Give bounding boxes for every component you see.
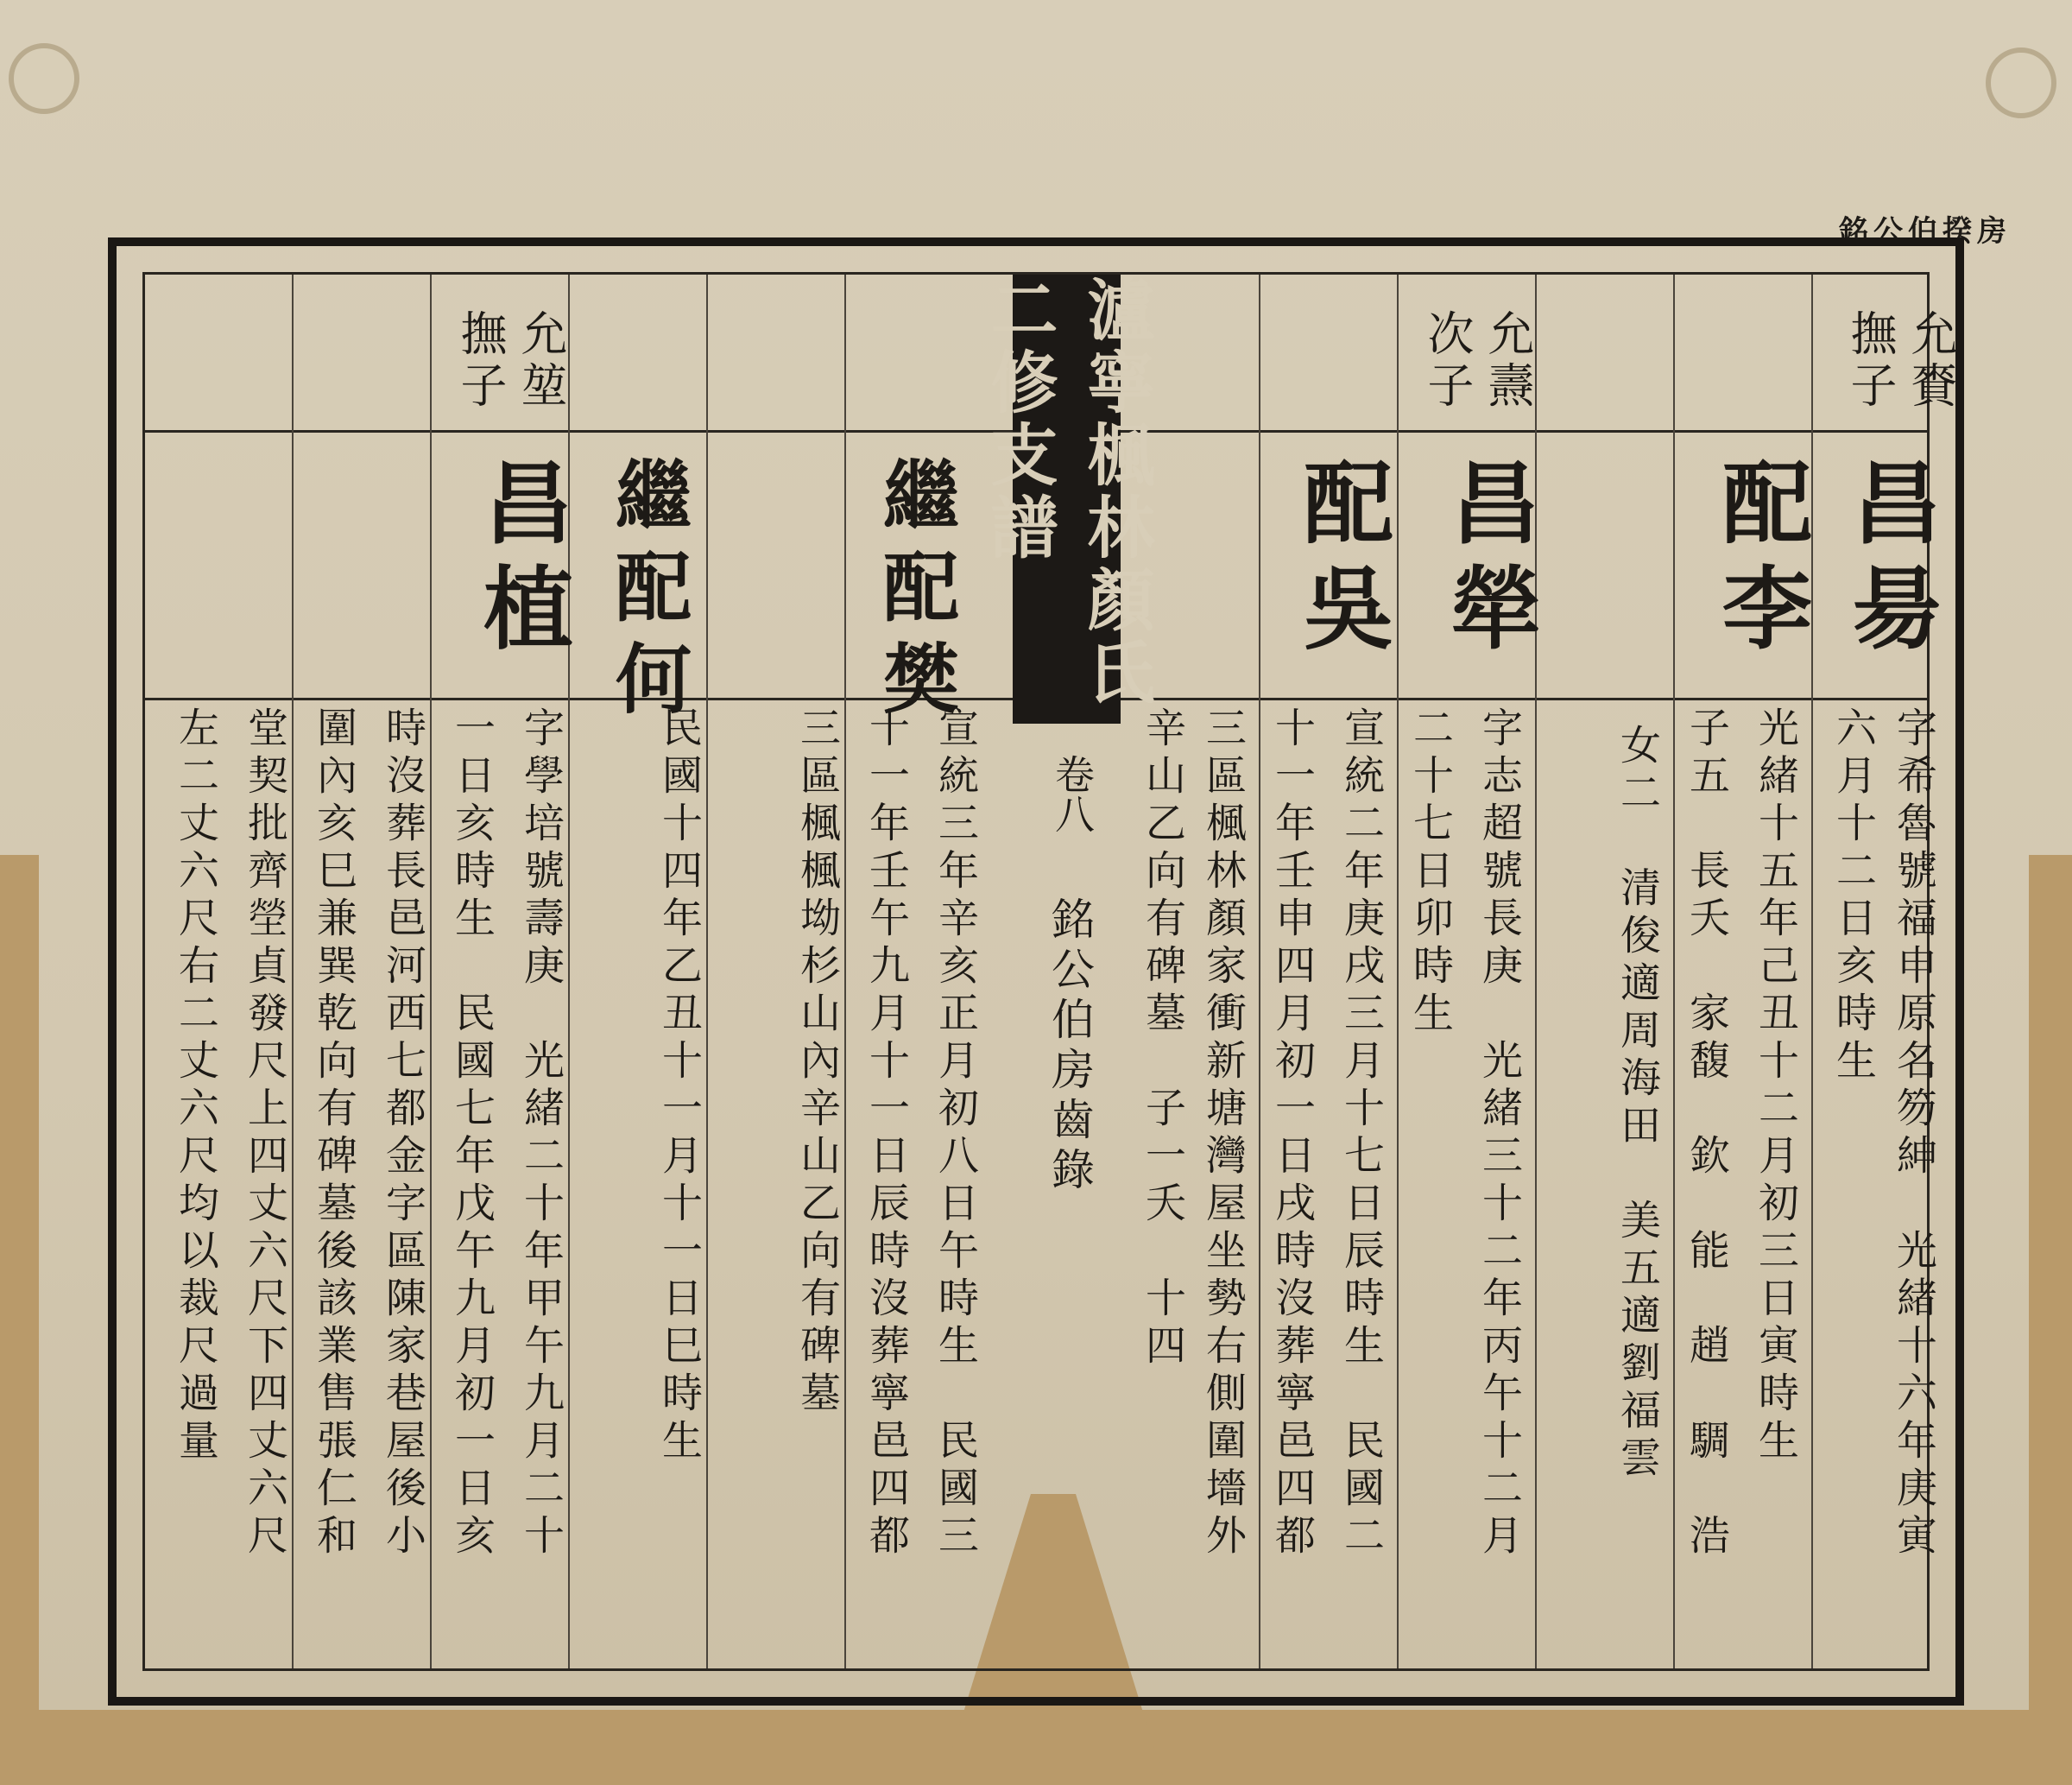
volume-label: 卷八 xyxy=(1049,754,1096,833)
spouse-name: 配李 xyxy=(1707,456,1813,667)
binding-hole-right xyxy=(1986,47,2056,118)
entry-body-line: 字學培號壽庚 光緒二十年甲午九月二十 xyxy=(517,706,565,1561)
entry-body-line: 十一年壬午九月十一日辰時沒葬寧邑四都 xyxy=(862,706,910,1561)
entry-body-line: 宣統二年庚戌三月十七日辰時生 民國二 xyxy=(1337,706,1385,1561)
entry-body-line: 堂契批齊塋貞發尺上四丈六尺下四丈六尺 xyxy=(241,706,288,1561)
spouse-name: 配吳 xyxy=(1288,456,1394,667)
spouse-name: 繼配何 xyxy=(603,456,693,731)
entry-name: 昌犖 xyxy=(1435,456,1541,667)
section-subtitle: 銘公伯房齒錄 xyxy=(1045,896,1095,1197)
spouse-name: 繼配樊 xyxy=(871,456,961,731)
center-spine xyxy=(979,275,1155,1668)
entry-father-name: 允堃 xyxy=(514,309,568,413)
entry-body-line: 一日亥時生 民國七年戊午九月初一日亥 xyxy=(448,706,496,1561)
entry-relation: 次子 xyxy=(1420,309,1475,413)
entry-body-line: 字希魯號福申原名笏紳 光緒十六年庚寅 xyxy=(1890,706,1937,1561)
entry-body-line: 宣統三年辛亥正月初八日午時生 民國三 xyxy=(932,706,979,1561)
book-title: 瀘寧楓林顏氏二修支譜 xyxy=(1013,275,1121,724)
entry-name: 昌植 xyxy=(468,456,574,667)
damage-tear-right xyxy=(2029,855,2072,1785)
entry-body-line: 子五 長夭 家馥 欽 能 趙 騆 浩 xyxy=(1683,706,1730,1561)
page-frame xyxy=(108,237,1964,1706)
entry-body-line: 女二 清俊適周海田 美五適劉福雲 xyxy=(1614,724,1661,1484)
entry-body-line: 圍內亥巳兼巽乾向有碑墓後該業售張仁和 xyxy=(310,706,357,1561)
entry-body-line: 字志超號長庚 光緒三十二年丙午十二月 xyxy=(1475,706,1523,1561)
binding-hole-left xyxy=(9,43,79,114)
entry-relation: 撫子 xyxy=(1843,309,1898,413)
entry-father-name: 允燾 xyxy=(1481,309,1535,413)
branch-label: 銘公伯揆房 xyxy=(1839,214,2012,249)
entry-body-line: 三區楓林顏家衝新塘灣屋坐勢右側圍墻外 xyxy=(1199,706,1247,1561)
entry-name: 昌昜 xyxy=(1836,456,1942,667)
entry-relation: 撫子 xyxy=(453,309,508,413)
entry-father-name: 允賚 xyxy=(1904,309,1958,413)
entry-body-line: 時沒葬長邑河西七都金字區陳家巷屋後小 xyxy=(379,706,426,1561)
entry-body-line: 辛山乙向有碑墓 子一夭 十四 xyxy=(1139,706,1186,1371)
damage-tear-left xyxy=(0,855,39,1785)
entry-body-line: 民國十四年乙丑十一月十一日巳時生 xyxy=(655,706,703,1466)
inner-frame xyxy=(142,272,1958,1671)
entry-body-line: 六月十二日亥時生 xyxy=(1829,706,1877,1086)
entry-body-line: 十一年壬申四月初一日戌時沒葬寧邑四都 xyxy=(1268,706,1316,1561)
entry-body-line: 三區楓楓坳杉山內辛山乙向有碑墓 xyxy=(793,706,841,1419)
entry-body-line: 二十七日卯時生 xyxy=(1406,706,1454,1039)
entry-body-line: 左二丈六尺右二丈六尺均以裁尺過量 xyxy=(172,706,219,1466)
entry-body-line: 光緒十五年己丑十二月初三日寅時生 xyxy=(1752,706,1799,1466)
